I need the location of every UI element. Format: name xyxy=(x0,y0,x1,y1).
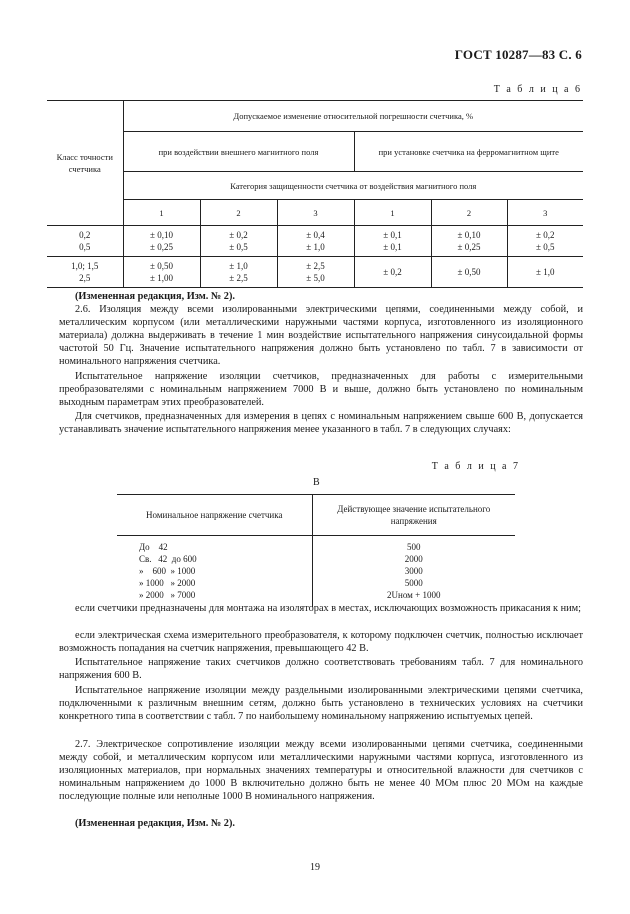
table-cell: ± 0,2 ± 0,5 xyxy=(507,226,583,257)
revision-note: (Измененная редакция, Изм. № 2). xyxy=(75,291,235,302)
cat-header: 2 xyxy=(200,200,277,226)
paragraph-2-6: 2.6. Изоляция между всеми изолированными электрическими цепями, соединенными между собой, и металлическим корпусом (или металлическими наружными частями корпуса, изготовленного из изоляционного материала) должна выдерживать в течение 1 мин воздействие испытательного напряжения синусоидальной формы частотой 50 Гц. Значение испытательного напряжения должно быть установлено по табл. 7 в зависимости от номинального напряжения счетчика. xyxy=(59,304,583,367)
cat-header: 3 xyxy=(277,200,354,226)
paragraph: если счетчики предназначены для монтажа на изоляторах в местах, исключающих возможность прикасания к ним; xyxy=(75,603,582,614)
table-cell: 3000 xyxy=(404,566,423,576)
document-header: ГОСТ 10287—83 С. 6 xyxy=(454,47,582,62)
table-cell: ± 0,50 xyxy=(431,257,507,288)
table-7 xyxy=(117,494,515,607)
table-cell: ± 0,50 ± 1,00 xyxy=(123,257,200,288)
table-cell: ± 0,1 ± 0,1 xyxy=(354,226,431,257)
table7-unit: В xyxy=(313,477,320,488)
col-nominal-header: Номинальное напряжение счетчика xyxy=(117,495,312,536)
table-cell: 2Uном + 1000 xyxy=(387,590,441,600)
table-cell: » 600 » 1000 xyxy=(117,565,312,577)
group-top-header: Допускаемое изменение относительной погрешности счетчика, % xyxy=(123,101,583,132)
table-cell: ± 1,0 xyxy=(507,257,583,288)
table-cell: ± 1,0 ± 2,5 xyxy=(200,257,277,288)
table-cell: До 42 xyxy=(117,536,312,554)
table-cell: » 2000 » 7000 xyxy=(117,589,312,607)
table7-caption: Т а б л и ц а 7 xyxy=(431,461,520,472)
table-cell: ± 0,10 ± 0,25 xyxy=(431,226,507,257)
category-header: Категория защищенности счетчика от воздействия магнитного поля xyxy=(123,172,583,200)
col-class-header: Класс точности счетчика xyxy=(47,101,123,226)
cat-header: 3 xyxy=(507,200,583,226)
table-cell: 2000 xyxy=(404,554,423,564)
table-cell: 5000 xyxy=(404,578,423,588)
cat-header: 1 xyxy=(123,200,200,226)
paragraph: Испытательное напряжение таких счетчиков должно соответствовать требованиям табл. 7 для номинального напряжения 600 В. xyxy=(59,657,583,681)
paragraph: Испытательное напряжение изоляции между раздельными изолированными электрическими цепями счетчика, подключенными к различным внешним сетям, должно быть установлено в технических условиях на счетчики конкретного типа в соответствии с табл. 7 по наибольшему номинальному напряжению испытуемых цепей. xyxy=(59,685,583,722)
revision-note: (Измененная редакция, Изм. № 2). xyxy=(75,818,235,829)
table-cell: ± 0,10 ± 0,25 xyxy=(123,226,200,257)
table-cell-class: 1,0; 1,5 2,5 xyxy=(47,257,123,288)
col-test-voltage-header: Действующее значение испытательного напряжения xyxy=(312,495,515,536)
cat-header: 1 xyxy=(354,200,431,226)
group-b-header: при установке счетчика на ферромагнитном щите xyxy=(354,132,583,172)
paragraph: если электрическая схема измерительного преобразователя, к которому подключен счетчик, полностью исключает возможность попадания на счетчик напряжения, превышающего 42 В. xyxy=(59,630,583,654)
table-cell: ± 2,5 ± 5,0 xyxy=(277,257,354,288)
table-cell: Св. 42 до 600 xyxy=(117,553,312,565)
table-cell: ± 0,4 ± 1,0 xyxy=(277,226,354,257)
table-6 xyxy=(47,100,583,288)
cat-header: 2 xyxy=(431,200,507,226)
table-cell: ± 0,2 xyxy=(354,257,431,288)
table-cell: » 1000 » 2000 xyxy=(117,577,312,589)
table6-caption: Т а б л и ц а 6 xyxy=(493,84,582,95)
table-cell-class: 0,2 0,5 xyxy=(47,226,123,257)
group-a-header: при воздействии внешнего магнитного поля xyxy=(123,132,354,172)
paragraph-2-7: 2.7. Электрическое сопротивление изоляции между всеми изолированными цепями счетчика, соединенными между собой, и металлическим корпусом или металлическими наружными частями корпуса, изготовленного из изоляционных материалов, при нормальных значениях температуры и относительной влажности для счетчиков с номинальным напряжением до 1000 В включительно должно быть не менее 40 МОм плюс 20 МОм на каждые последующие полные или неполные 1000 В номинального напряжения. xyxy=(59,739,583,802)
table-cell: 500 xyxy=(407,542,421,552)
paragraph: Испытательное напряжение изоляции счетчиков, предназначенных для работы с измерительными преобразователями с номинальным напряжением 7000 В и выше, должно быть установлено по номинальным выходным параметрам этих преобразователей. xyxy=(59,371,583,408)
paragraph: Для счетчиков, предназначенных для измерения в цепях с номинальным напряжением свыше 600 В, допускается устанавливать значение испытательного напряжения менее указанного в табл. 7 в следующих случаях: xyxy=(59,411,583,435)
table-cell: ± 0,2 ± 0,5 xyxy=(200,226,277,257)
page-number: 19 xyxy=(310,862,320,873)
